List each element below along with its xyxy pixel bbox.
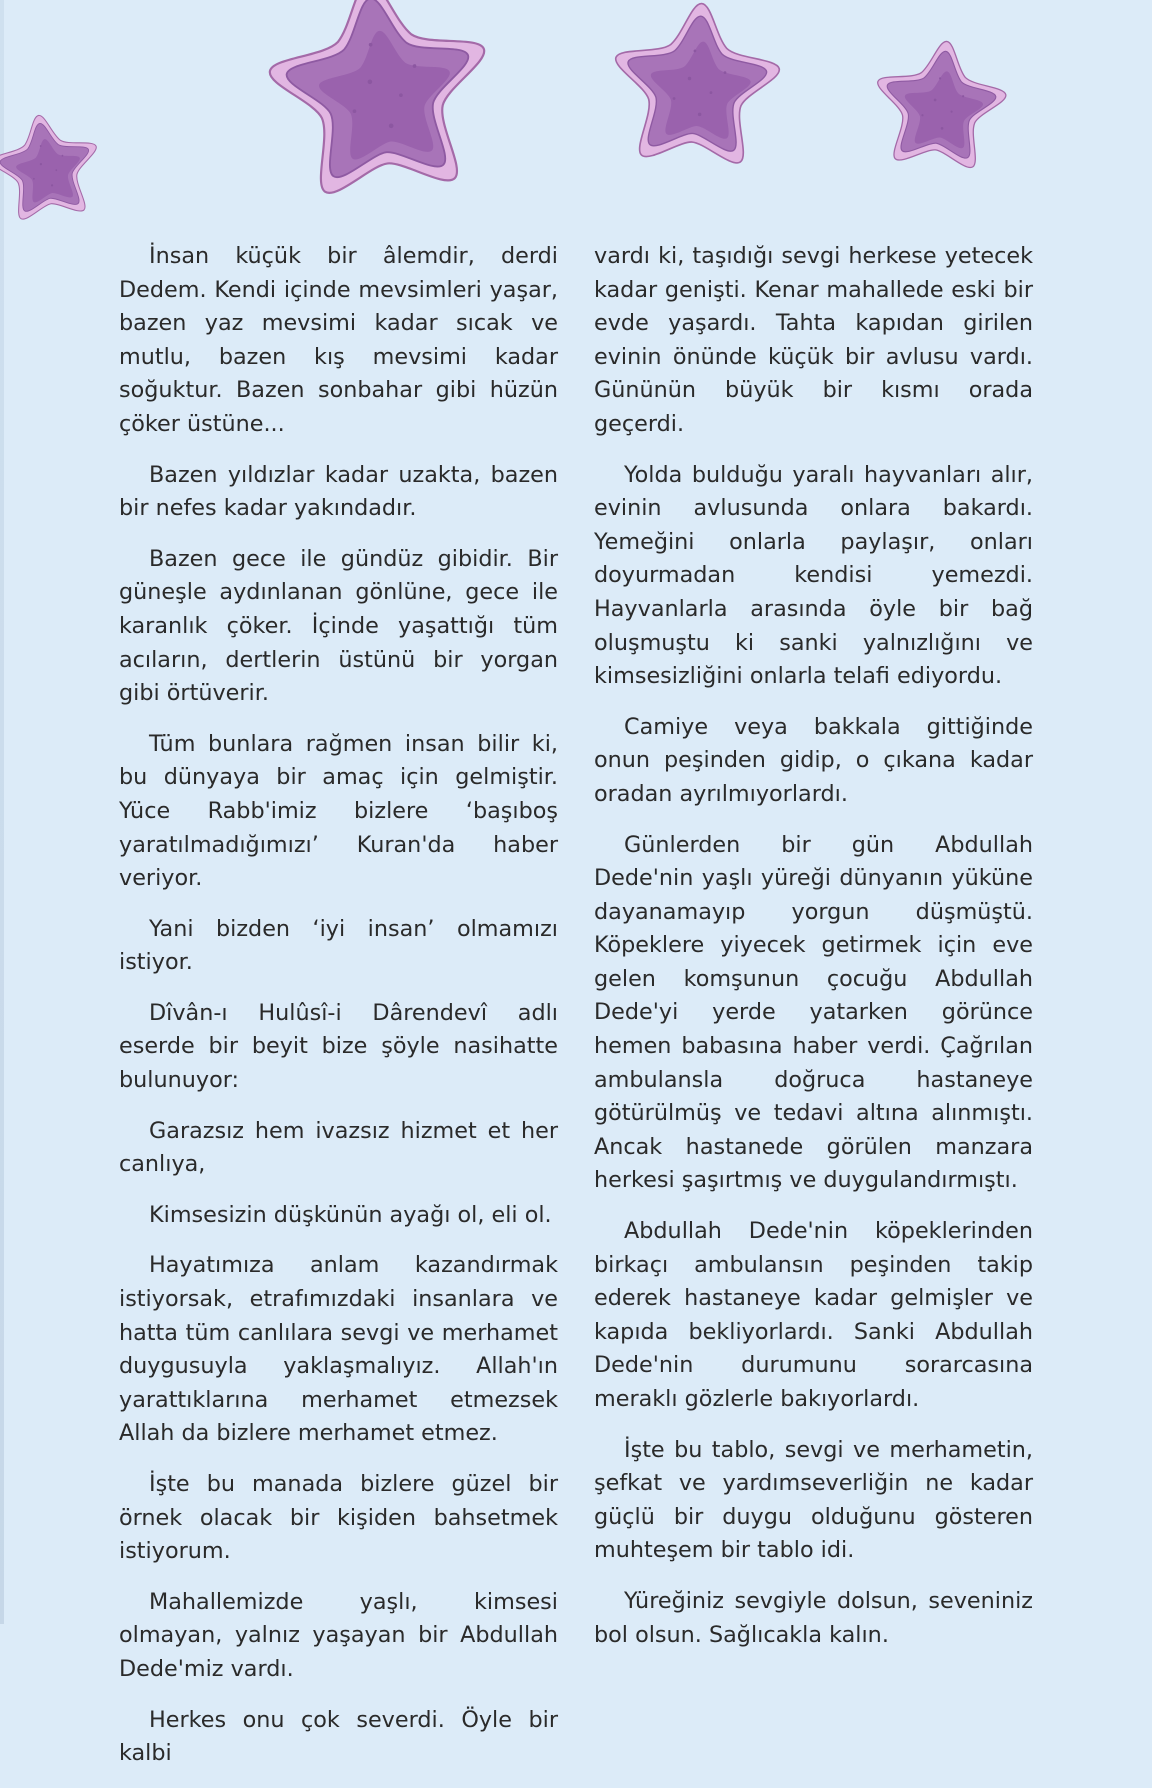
paragraph: Bazen gece ile gündüz gibidir. Bir güneşle aydınlanan gönlüne, gece ile karanlık çöker. İçinde yaşattığı tüm acıların, dertlerin üstünü bir yorgan gibi örtüverir. [119, 545, 558, 707]
paragraph: İnsan küçük bir âlemdir, derdi Dedem. Kendi içinde mevsimleri yaşar, bazen yaz mevsimi kadar sıcak ve mutlu, bazen kış mevsimi kadar soğuktur. Bazen sonbahar gibi hüzün çöker üstüne... [119, 243, 558, 437]
poem-line: Garazsız hem ivazsız hizmet et her canlıya, [119, 1117, 558, 1178]
paragraph: İşte bu manada bizlere güzel bir örnek olacak bir kişiden bahsetmek istiyorum. [119, 1471, 558, 1565]
star-icon [609, 0, 784, 165]
paragraph: Herkes onu çok severdi. Öyle bir kalbi [119, 1706, 558, 1767]
star-decoration [0, 0, 1152, 240]
star-icon [0, 108, 105, 222]
paragraph: Abdullah Dede'nin köpeklerinden birkaçı ambulansın peşinden takip ederek hastaneye kadar gelmişler ve kapıda bekliyorlardı. Sanki Abdullah Dede'nin durumunu sorarcasına meraklı gözlerle bakıyorlardı. [594, 1218, 1033, 1412]
paragraph: Tüm bunlara rağmen insan bilir ki, bu dünyaya bir amaç için gelmiştir. Yüce Rabb'imiz bizlere ‘başıboş yaratılmadığımızı’ Kuran'da haber veriyor. [119, 730, 558, 892]
paragraph: Yani bizden ‘iyi insan’ olmamızı istiyor. [119, 915, 558, 976]
page-edge [0, 0, 4, 1624]
paragraph: Dîvân-ı Hulûsî-i Dârendevî adlı eserde bir beyit bize şöyle nasihatte bulunuyor: [119, 999, 558, 1094]
poem-line: Kimsesizin düşkünün ayağı ol, eli ol. [149, 1201, 552, 1228]
star-icon [261, 0, 497, 198]
paragraph: vardı ki, taşıdığı sevgi herkese yetecek kadar genişti. Kenar mahallede eski bir evde yaşardı. Tahta kapıdan girilen evinin önünde küçük bir avlusu vardı. Gününün büyük bir kısmı orada geçerdi. [594, 243, 1033, 437]
text-column-right [594, 240, 1033, 1669]
text-column-left [119, 240, 558, 1788]
paragraph: Hayatımıza anlam kazandırmak istiyorsak, etrafımızdaki insanlara ve hatta tüm canlılara sevgi ve merhamet duygusuyla yaklaşmalıyız. Allah'ın yarattıklarına merhamet etmezsek Allah da bizlere merhamet etmez. [119, 1252, 558, 1447]
paragraph: Mahallemizde yaşlı, kimsesi olmayan, yalnız yaşayan bir Abdullah Dede'miz vardı. [119, 1588, 558, 1682]
paragraph: Yüreğiniz sevgiyle dolsun, seveniniz bol olsun. Sağlıcakla kalın. [594, 1587, 1033, 1648]
paragraph: Camiye veya bakkala gittiğinde onun peşinden gidip, o çıkana kadar oradan ayrılmıyorlardı. [594, 713, 1033, 807]
paragraph: Günlerden bir gün Abdullah Dede'nin yaşlı yüreği dünyanın yüküne dayanamayıp yorgun düşmüştü. Köpeklere yiyecek getirmek için eve gelen komşunun çocuğu Abdullah Dede'yi yerde yatarken görünce hemen babasına haber verdi. Çağrılan ambulansla doğruca hastaneye götürülmüş ve tedavi altına alınmıştı. Ancak hastanede görülen manzara herkesi şaşırtmış ve duygulandırmıştı. [594, 831, 1033, 1194]
paragraph: Bazen yıldızlar kadar uzakta, bazen bir nefes kadar yakındadır. [119, 461, 558, 522]
paragraph: Yolda bulduğu yaralı hayvanları alır, evinin avlusunda onlara bakardı. Yemeğini onlarla paylaşır, onları doyurmadan kendisi yemezdi. Hayvanlarla arasında öyle bir bağ oluşmuştu ki sanki yalnızlığını ve kimsesizliğini onlarla telafi ediyordu. [594, 461, 1033, 690]
paragraph: İşte bu tablo, sevgi ve merhametin, şefkat ve yardımseverliğin ne kadar güçlü bir duygu olduğunu gösteren muhteşem bir tablo idi. [594, 1436, 1033, 1564]
star-icon [870, 35, 1011, 171]
